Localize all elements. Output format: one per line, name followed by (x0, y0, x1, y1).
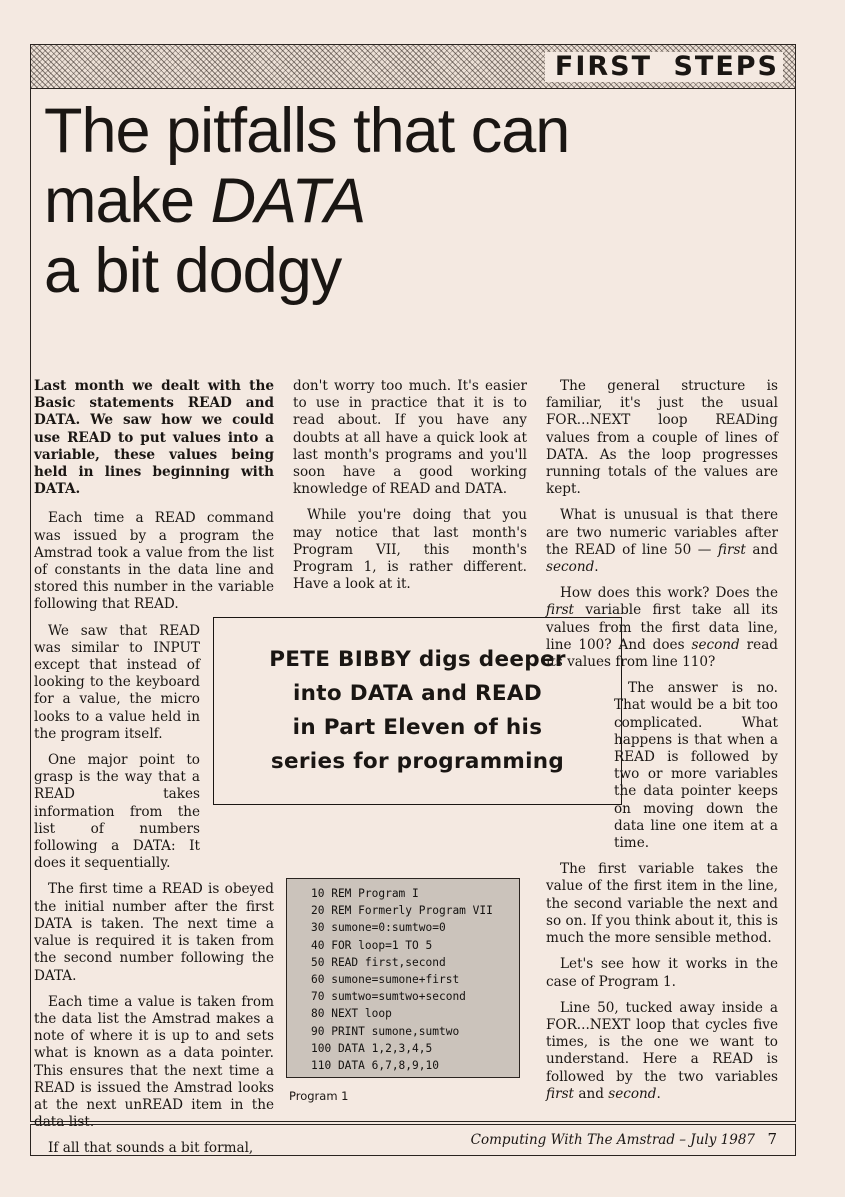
code-line: 110 DATA 6,7,8,9,10 (311, 1059, 439, 1073)
publication-credit: Computing With The Amstrad – July 1987 (470, 1132, 755, 1148)
body-paragraph: Each time a value is taken from the data list the Amstrad makes a note of where it is up to and sets what is known as a data pointer. This ensures that the next time a READ is issued the Amstrad looks at the next unREAD item in the data list. (34, 993, 274, 1131)
pull-quote-line: series for programming (270, 749, 565, 774)
headline-line-2 (44, 166, 664, 236)
variable-name: second (546, 559, 595, 576)
body-paragraph: Let's see how it works in the case of Program 1. (546, 956, 778, 990)
code-line: 10 REM Program I (311, 887, 419, 900)
body-paragraph (546, 585, 778, 671)
body-paragraph: The first variable takes the value of the first item in the line, the second variable the next and so on. If you think about it, this is much the more sensible method. (546, 861, 778, 947)
code-line: 60 sumone=sumone+first (311, 973, 460, 987)
text-run: How does this work? Does the (560, 585, 778, 602)
text-run: and (574, 1085, 609, 1102)
page-footer (30, 1124, 796, 1156)
code-line: 70 sumtwo=sumtwo+second (311, 990, 466, 1004)
text-run: read its values from line 110? (546, 636, 779, 671)
body-paragraph: If all that sounds a bit formal, (48, 1140, 254, 1157)
column-2 (293, 378, 527, 602)
headline (44, 96, 664, 306)
variable-name: first (717, 541, 746, 558)
pull-quote-line: in Part Eleven of his (292, 715, 543, 740)
pull-quote-line: PETE BIBBY digs deeper (269, 647, 566, 672)
body-paragraph (546, 1000, 778, 1103)
text-run: . (594, 559, 599, 576)
text-run: What is unusual is that there are two numeric variables after the READ of line 50 — (546, 507, 778, 558)
text-run: . (656, 1085, 661, 1102)
body-paragraph: don't worry too much. It's easier to use in practice that it is to read about. If you have any doubts at all have a quick look at last month's programs and you'll soon have a good working knowledge of READ and DATA. (293, 378, 527, 498)
body-paragraph: Each time a READ command was issued by a program the Amstrad took a value from the list of constants in the data line and stored this number in the variable following that READ. (34, 510, 274, 613)
code-line: 100 DATA 1,2,3,4,5 (311, 1041, 433, 1055)
headline-line-2-lead: make (44, 166, 211, 236)
body-paragraph: We saw that READ was similar to INPUT except that instead of looking to the keyboard for a value, the micro looks to a value held in the program itself. (34, 622, 200, 742)
section-header-band (30, 44, 796, 89)
headline-line-2-emphasis: DATA (210, 166, 366, 236)
variable-name: second (691, 636, 740, 653)
text-run: Line 50, tucked away inside a FOR...NEXT loop that cycles five times, is the one we want to understand. Here a READ is followed by the two variables (546, 999, 778, 1085)
pull-quote-line: into DATA and READ (293, 681, 542, 706)
variable-name: second (608, 1085, 657, 1102)
body-paragraph: While you're doing that you may notice that last month's Program VII, this month's Program 1, is rather different. Have a look at it. (293, 507, 527, 593)
code-line: 30 sumone=0:sumtwo=0 (311, 921, 446, 935)
body-paragraph (546, 507, 778, 576)
variable-name: first (546, 602, 575, 619)
text-run: variable first take all its values from the first data line, line 100? And does (546, 602, 778, 653)
body-paragraph: The general structure is familiar, it's just the usual FOR...NEXT loop READing values from a couple of lines of DATA. As the loop progresses running totals of the values are kept. (546, 378, 778, 498)
body-paragraph: The answer is no. That would be a bit too complicated. What happens is that when a READ is followed by two or more variables the data pointer keeps on moving down the data line one item at a time. (614, 680, 778, 852)
headline-line-1: The pitfalls that can (44, 96, 570, 166)
headline-line-3: a bit dodgy (44, 236, 342, 306)
intro-paragraph: Last month we dealt with the Basic statements READ and DATA. We saw how we could use READ to put values into a variable, these values being held in lines beginning with DATA. (34, 378, 274, 498)
code-line: 80 NEXT loop (311, 1007, 392, 1021)
program-caption: Program 1 (289, 1089, 349, 1103)
code-line: 20 REM Formerly Program VII (311, 904, 493, 918)
page-number: 7 (767, 1130, 777, 1148)
variable-name: first (546, 1085, 575, 1102)
code-line: 40 FOR loop=1 TO 5 (311, 938, 433, 952)
section-label: FIRST STEPS (545, 52, 783, 82)
column-3 (546, 378, 778, 1112)
text-run: and (745, 541, 778, 558)
code-line: 90 PRINT sumone,sumtwo (311, 1024, 460, 1038)
body-paragraph: The first time a READ is obeyed the initial number after the first DATA is taken. The next time a value is required it is taken from the second number following the DATA. (34, 881, 274, 984)
code-line: 50 READ first,second (311, 955, 446, 969)
program-listing (286, 878, 520, 1078)
body-paragraph: One major point to grasp is the way that a READ takes information from the list of numbers following a DATA: It does it sequentially. (34, 752, 200, 872)
